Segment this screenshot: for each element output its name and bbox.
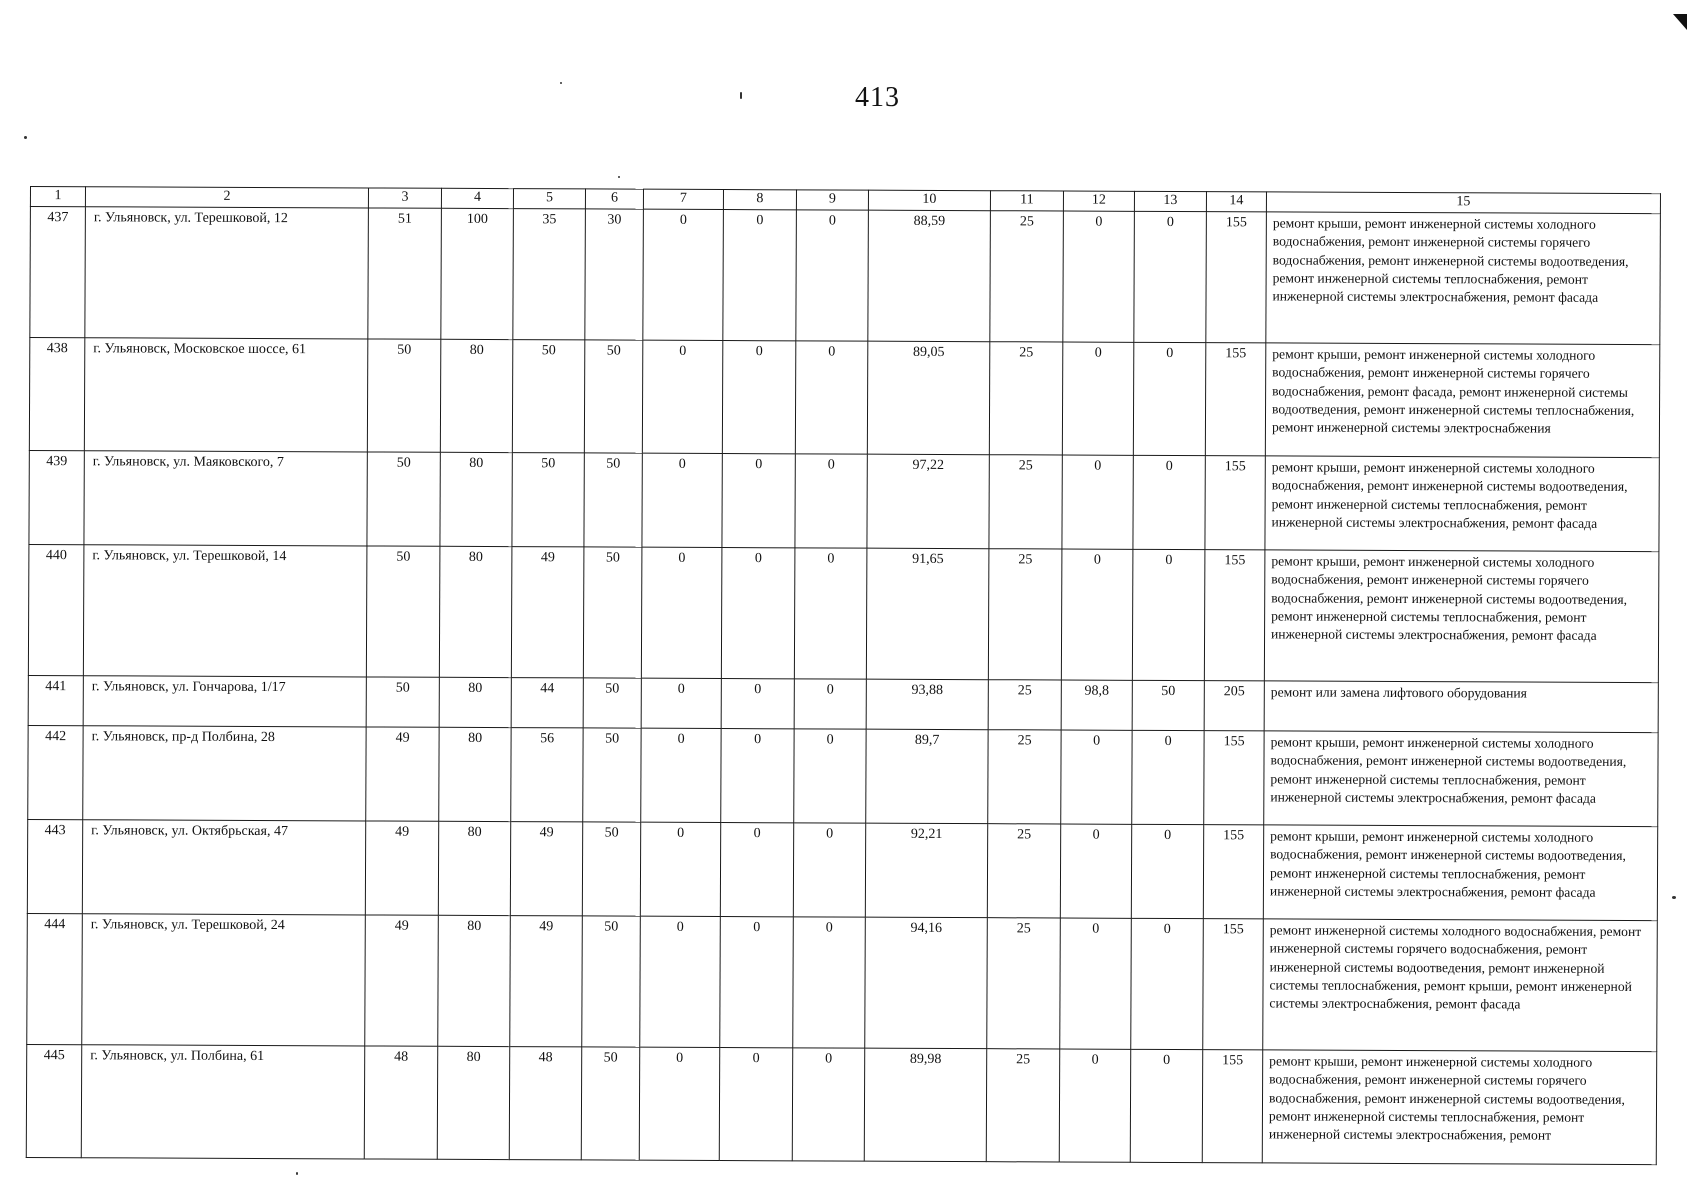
- cell-col-6: 50: [584, 453, 642, 547]
- table-row: [30, 207, 1661, 345]
- cell-col-9: 0: [794, 679, 866, 729]
- cell-col-3: 50: [366, 677, 439, 727]
- cell-col-14: 155: [1204, 731, 1264, 825]
- cell-col-3: 49: [366, 727, 439, 821]
- cell-col-8: 0: [721, 729, 794, 823]
- cell-col-11: 25: [989, 455, 1062, 549]
- table-row: [29, 338, 1659, 458]
- cell-col-5: 50: [512, 340, 584, 453]
- cell-col-5: 49: [510, 822, 582, 916]
- column-header-1: 1: [30, 187, 85, 207]
- table-row: [28, 725, 1658, 826]
- cell-col-10: 89,7: [866, 729, 988, 824]
- cell-col-7: 0: [642, 340, 722, 453]
- cell-works-list: ремонт или замена лифтового оборудования: [1264, 681, 1658, 733]
- table-row: [28, 675, 1658, 732]
- cell-col-5: 49: [510, 916, 583, 1047]
- cell-col-10: 89,05: [867, 341, 989, 455]
- cell-col-10: 88,59: [868, 210, 991, 342]
- cell-address: г. Ульяновск, ул. Октябрьская, 47: [82, 820, 365, 915]
- repair-registry-table: [26, 186, 1661, 1165]
- cell-address: г. Ульяновск, ул. Терешковой, 24: [82, 914, 366, 1046]
- cell-col-7: 0: [641, 678, 721, 728]
- cell-col-5: 44: [511, 678, 583, 728]
- cell-col-4: 80: [438, 821, 510, 915]
- cell-col-7: 0: [642, 453, 722, 547]
- cell-col-8: 0: [720, 823, 793, 917]
- cell-col-11: 25: [988, 730, 1061, 824]
- cell-works-list: ремонт инженерной системы холодного водоснабжения, ремонт инженерной системы горячего водоснабжения, ремонт инженерной системы водоотведения, ремонт инженерной системы теплоснабжения, ремонт крыши, ремонт инженерной системы электроснабжения, ремонт фасада: [1263, 919, 1658, 1052]
- cell-col-14: 155: [1202, 1050, 1262, 1163]
- scan-speck: [560, 82, 562, 84]
- column-header-14: 14: [1206, 192, 1266, 212]
- cell-col-10: 93,88: [866, 679, 988, 730]
- cell-col-10: 91,65: [866, 548, 989, 680]
- cell-col-5: 35: [513, 209, 586, 340]
- cell-col-6: 50: [584, 340, 642, 453]
- cell-col-3: 50: [367, 339, 440, 452]
- cell-col-13: 0: [1134, 211, 1207, 342]
- column-header-8: 8: [723, 190, 796, 210]
- cell-col-7: 0: [643, 209, 724, 340]
- column-header-11: 11: [990, 191, 1063, 211]
- cell-col-12: 98,8: [1061, 680, 1132, 730]
- column-header-2: 2: [85, 187, 368, 208]
- cell-col-14: 155: [1206, 212, 1267, 343]
- cell-col-13: 0: [1130, 1049, 1202, 1162]
- cell-col-4: 80: [439, 546, 512, 677]
- cell-col-11: 25: [990, 211, 1064, 342]
- column-header-15: 15: [1266, 192, 1660, 214]
- cell-col-14: 155: [1204, 550, 1265, 681]
- cell-col-9: 0: [795, 454, 867, 548]
- cell-col-12: 0: [1062, 455, 1133, 549]
- cell-col-6: 50: [582, 916, 641, 1047]
- column-header-13: 13: [1134, 191, 1206, 211]
- cell-col-9: 0: [795, 341, 867, 454]
- scan-speck: [296, 1172, 298, 1175]
- cell-col-8: 0: [721, 548, 795, 679]
- cell-col-4: 80: [438, 915, 511, 1046]
- cell-col-11: 25: [988, 549, 1062, 680]
- cell-address: г. Ульяновск, ул. Полбина, 61: [81, 1045, 364, 1159]
- cell-works-list: ремонт крыши, ремонт инженерной системы холодного водоснабжения, ремонт инженерной системы водоотведения, ремонт инженерной системы теплоснабжения, ремонт инженерной системы электроснабжения, ремонт фасада: [1265, 456, 1659, 552]
- cell-col-6: 50: [583, 728, 641, 822]
- cell-col-6: 50: [583, 678, 641, 728]
- table-body: [26, 207, 1660, 1165]
- page-number: 413: [855, 82, 900, 113]
- cell-row-number: 442: [28, 725, 83, 819]
- table-row: [27, 819, 1657, 920]
- corner-mark: [1673, 14, 1687, 30]
- cell-col-9: 0: [794, 729, 866, 823]
- cell-col-10: 92,21: [865, 823, 987, 918]
- column-header-3: 3: [368, 188, 441, 208]
- column-header-10: 10: [868, 190, 990, 211]
- cell-col-7: 0: [639, 1047, 719, 1160]
- cell-col-4: 80: [439, 677, 511, 727]
- column-header-9: 9: [796, 190, 868, 210]
- cell-col-13: 0: [1132, 730, 1204, 824]
- cell-col-4: 100: [441, 208, 514, 339]
- cell-works-list: ремонт крыши, ремонт инженерной системы холодного водоснабжения, ремонт инженерной системы горячего водоснабжения, ремонт инженерной системы водоотведения, ремонт инженерной системы теплоснабжения, ремонт инженерной системы электроснабжения, ремонт фасада: [1266, 212, 1661, 345]
- cell-col-12: 0: [1060, 824, 1131, 918]
- table-row: [26, 1044, 1656, 1164]
- scan-speck: [24, 136, 27, 139]
- cell-col-11: 25: [987, 824, 1060, 918]
- table-row: [28, 544, 1659, 682]
- cell-col-7: 0: [641, 547, 722, 678]
- cell-col-10: 94,16: [865, 917, 988, 1049]
- cell-col-3: 48: [364, 1046, 437, 1159]
- cell-address: г. Ульяновск, ул. Терешковой, 14: [83, 545, 367, 677]
- cell-col-5: 48: [509, 1047, 581, 1160]
- cell-address: г. Ульяновск, пр-д Полбина, 28: [83, 726, 366, 821]
- cell-col-9: 0: [793, 917, 866, 1048]
- cell-col-9: 0: [792, 1048, 864, 1161]
- cell-works-list: ремонт крыши, ремонт инженерной системы холодного водоснабжения, ремонт инженерной системы горячего водоснабжения, ремонт фасада, ремонт инженерной системы водоотведения, ремонт инженерной системы теплоснабжения, ремонт инженерной системы электроснабжения: [1265, 343, 1659, 458]
- cell-col-9: 0: [793, 823, 865, 917]
- cell-col-14: 155: [1203, 825, 1263, 919]
- table-row: [27, 913, 1658, 1051]
- cell-row-number: 437: [30, 207, 86, 338]
- scan-speck: [740, 92, 742, 99]
- cell-col-12: 0: [1062, 342, 1133, 455]
- column-header-4: 4: [441, 188, 513, 208]
- cell-col-11: 25: [986, 1049, 1059, 1162]
- cell-col-8: 0: [721, 679, 794, 729]
- cell-col-12: 0: [1061, 549, 1133, 680]
- cell-col-8: 0: [722, 341, 795, 454]
- cell-col-10: 89,98: [864, 1048, 986, 1162]
- cell-row-number: 443: [27, 819, 82, 913]
- cell-col-3: 50: [367, 452, 440, 546]
- cell-col-6: 50: [582, 822, 640, 916]
- scan-speck: [618, 176, 620, 178]
- cell-col-12: 0: [1059, 1049, 1130, 1162]
- cell-col-5: 50: [512, 453, 584, 547]
- cell-col-12: 0: [1061, 730, 1132, 824]
- table-row: [29, 450, 1659, 551]
- cell-col-4: 80: [440, 452, 512, 546]
- cell-col-4: 80: [437, 1046, 509, 1159]
- cell-col-9: 0: [796, 210, 869, 341]
- cell-col-8: 0: [719, 1048, 792, 1161]
- cell-col-4: 80: [439, 727, 511, 821]
- cell-col-7: 0: [641, 728, 721, 822]
- cell-col-3: 51: [368, 208, 442, 339]
- cell-col-14: 205: [1204, 681, 1264, 731]
- cell-col-3: 49: [365, 821, 438, 915]
- cell-col-9: 0: [794, 548, 867, 679]
- cell-col-8: 0: [723, 210, 797, 341]
- cell-row-number: 445: [26, 1044, 81, 1157]
- cell-row-number: 439: [29, 450, 84, 544]
- cell-col-14: 155: [1205, 343, 1265, 456]
- cell-col-14: 155: [1203, 919, 1264, 1050]
- cell-col-10: 97,22: [867, 454, 989, 549]
- cell-col-13: 50: [1132, 680, 1204, 730]
- cell-col-7: 0: [640, 916, 721, 1047]
- cell-address: г. Ульяновск, ул. Терешковой, 12: [85, 207, 369, 339]
- cell-col-3: 50: [366, 546, 440, 677]
- cell-col-3: 49: [365, 915, 439, 1046]
- cell-col-13: 0: [1132, 549, 1205, 680]
- cell-col-8: 0: [720, 917, 794, 1048]
- cell-works-list: ремонт крыши, ремонт инженерной системы холодного водоснабжения, ремонт инженерной системы горячего водоснабжения, ремонт инженерной системы водоотведения, ремонт инженерной системы теплоснабжения, ремонт инженерной системы электроснабжения, ремонт: [1262, 1050, 1656, 1165]
- cell-col-12: 0: [1063, 211, 1135, 342]
- cell-row-number: 440: [28, 544, 84, 675]
- cell-col-12: 0: [1060, 918, 1132, 1049]
- cell-col-13: 0: [1131, 824, 1203, 918]
- cell-col-5: 49: [511, 547, 584, 678]
- cell-col-6: 50: [581, 1047, 639, 1160]
- cell-col-6: 30: [585, 209, 644, 340]
- cell-col-5: 56: [511, 728, 583, 822]
- cell-address: г. Ульяновск, ул. Гончарова, 1/17: [83, 676, 366, 727]
- cell-works-list: ремонт крыши, ремонт инженерной системы холодного водоснабжения, ремонт инженерной системы водоотведения, ремонт инженерной системы теплоснабжения, ремонт инженерной системы электроснабжения, ремонт фасада: [1264, 731, 1658, 827]
- column-header-5: 5: [513, 189, 585, 209]
- cell-works-list: ремонт крыши, ремонт инженерной системы холодного водоснабжения, ремонт инженерной системы водоотведения, ремонт инженерной системы теплоснабжения, ремонт инженерной системы электроснабжения, ремонт фасада: [1263, 825, 1657, 921]
- cell-row-number: 438: [29, 338, 84, 451]
- cell-col-14: 155: [1205, 456, 1265, 550]
- column-header-7: 7: [643, 189, 723, 209]
- column-header-6: 6: [585, 189, 643, 209]
- cell-col-11: 25: [988, 680, 1061, 730]
- column-header-12: 12: [1063, 191, 1134, 211]
- cell-works-list: ремонт крыши, ремонт инженерной системы холодного водоснабжения, ремонт инженерной системы горячего водоснабжения, ремонт инженерной системы водоотведения, ремонт инженерной системы теплоснабжения, ремонт инженерной системы электроснабжения, ремонт фасада: [1264, 550, 1659, 683]
- cell-col-13: 0: [1133, 342, 1205, 455]
- cell-col-11: 25: [989, 342, 1062, 455]
- cell-col-13: 0: [1131, 918, 1204, 1049]
- cell-row-number: 444: [27, 913, 83, 1044]
- cell-col-4: 80: [440, 339, 512, 452]
- cell-row-number: 441: [28, 675, 83, 725]
- scan-speck: [1672, 896, 1676, 899]
- cell-address: г. Ульяновск, Московское шоссе, 61: [84, 338, 367, 452]
- cell-col-13: 0: [1133, 455, 1205, 549]
- cell-col-7: 0: [640, 822, 720, 916]
- cell-col-6: 50: [583, 547, 642, 678]
- cell-address: г. Ульяновск, ул. Маяковского, 7: [84, 451, 367, 546]
- cell-col-11: 25: [987, 918, 1061, 1049]
- cell-col-8: 0: [722, 454, 795, 548]
